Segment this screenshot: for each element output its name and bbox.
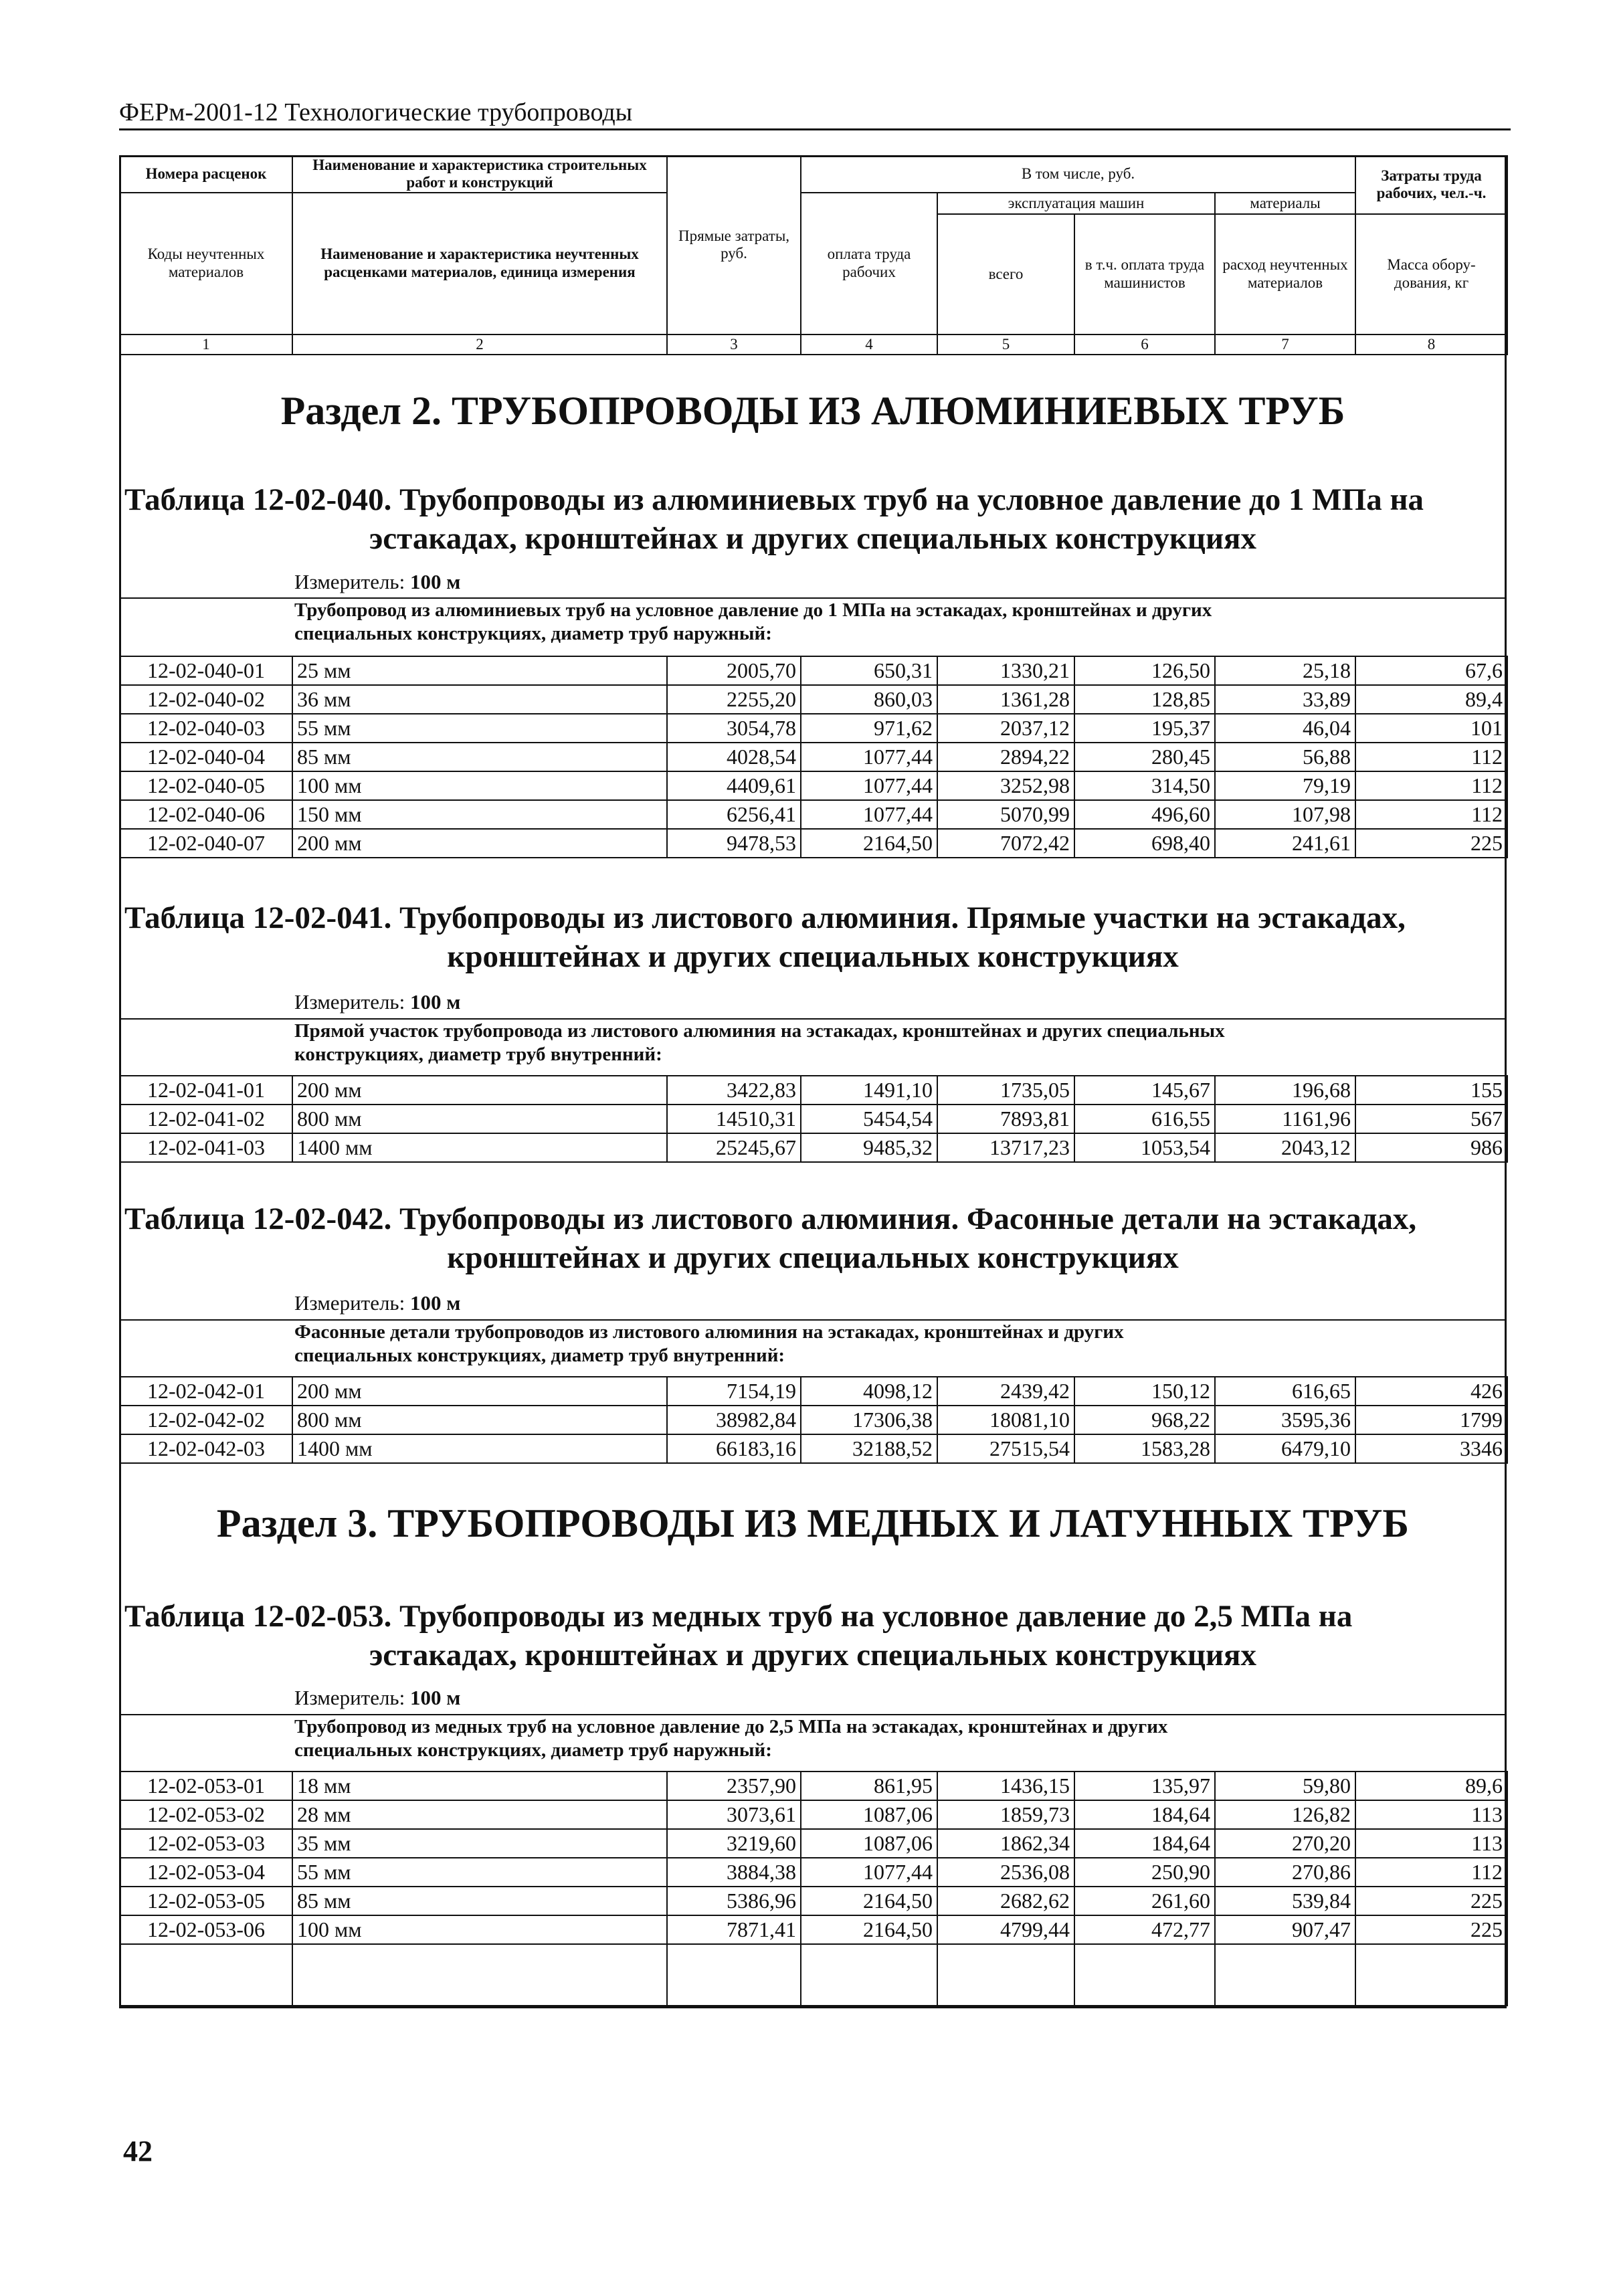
machinists-cell: 280,45 — [1074, 743, 1215, 771]
description-line-1: Трубопровод из алюминиевых труб на условное давление до 1 МПа на эстакадах, кронштейнах и других — [294, 599, 1212, 621]
materials-cell: 2043,12 — [1215, 1133, 1355, 1162]
col-machinists: в т.ч. оплата труда машинистов — [1074, 214, 1215, 334]
direct-cost-cell: 3422,83 — [667, 1076, 801, 1105]
name-cell: 200 мм — [292, 1076, 667, 1105]
name-cell: 200 мм — [292, 829, 667, 858]
table-row — [120, 1076, 1507, 1105]
labor-cost-cell: 225 — [1355, 829, 1507, 858]
code-cell: 12-02-053-06 — [120, 1915, 292, 1944]
machines-total-cell: 2536,08 — [937, 1858, 1074, 1887]
page-header: ФЕРм-2001-12 Технологические трубопроводы — [119, 98, 1511, 130]
direct-cost-cell: 3054,78 — [667, 714, 801, 743]
page-number: 42 — [123, 2135, 153, 2168]
materials-cell: 1161,96 — [1215, 1105, 1355, 1133]
table-row — [120, 1772, 1507, 1800]
materials-cell: 59,80 — [1215, 1772, 1355, 1800]
col-number-2: 2 — [292, 334, 667, 355]
name-cell: 55 мм — [292, 1858, 667, 1887]
machinists-cell: 1053,54 — [1074, 1133, 1215, 1162]
table-row — [120, 743, 1507, 771]
measure-unit-042 — [294, 1291, 460, 1315]
table-row — [120, 1887, 1507, 1915]
machines-total-cell: 2439,42 — [937, 1377, 1074, 1406]
labor-cost-cell: 225 — [1355, 1915, 1507, 1944]
table-title-line-2: кронштейнах и других специальных конструкциях — [447, 939, 1179, 974]
col-name-top: Наименование и характеристика строительных работ и конструкций — [292, 156, 667, 193]
measure-value: 100 м — [409, 1686, 461, 1709]
code-cell: 12-02-042-02 — [120, 1406, 292, 1434]
empty-cell — [801, 1944, 937, 2006]
labor-pay-cell: 17306,38 — [801, 1406, 937, 1434]
table-title-line-1: Таблица 12-02-041. Трубопроводы из листового алюминия. Прямые участки на эстакадах, — [124, 900, 1406, 935]
code-cell: 12-02-040-07 — [120, 829, 292, 858]
col-number-1: 1 — [120, 334, 292, 355]
description-line-1: Трубопровод из медных труб на условное давление до 2,5 МПа на эстакадах, кронштейнах и других — [294, 1716, 1168, 1737]
materials-cell: 270,20 — [1215, 1829, 1355, 1858]
labor-pay-cell: 2164,50 — [801, 1887, 937, 1915]
labor-cost-cell: 112 — [1355, 800, 1507, 829]
description-line-2: специальных конструкциях, диаметр труб наружный: — [294, 623, 772, 644]
table-title-line-2: кронштейнах и других специальных конструкциях — [447, 1240, 1179, 1275]
machines-total-cell: 1862,34 — [937, 1829, 1074, 1858]
name-cell: 55 мм — [292, 714, 667, 743]
measure-value: 100 м — [409, 990, 461, 1014]
machines-total-cell: 1361,28 — [937, 685, 1074, 714]
name-cell: 1400 мм — [292, 1434, 667, 1463]
direct-cost-cell: 2005,70 — [667, 656, 801, 685]
col-direct: Прямые затраты, руб. — [667, 156, 801, 334]
materials-cell: 907,47 — [1215, 1915, 1355, 1944]
name-cell: 100 мм — [292, 1915, 667, 1944]
direct-cost-cell: 4028,54 — [667, 743, 801, 771]
code-cell: 12-02-053-05 — [120, 1887, 292, 1915]
labor-cost-cell: 112 — [1355, 743, 1507, 771]
labor-pay-cell: 4098,12 — [801, 1377, 937, 1406]
table-row — [120, 1406, 1507, 1434]
empty-cell — [120, 1944, 292, 2006]
table-row — [120, 829, 1507, 858]
code-cell: 12-02-040-02 — [120, 685, 292, 714]
labor-cost-cell: 1799 — [1355, 1406, 1507, 1434]
name-cell: 800 мм — [292, 1105, 667, 1133]
name-cell: 28 мм — [292, 1800, 667, 1829]
table-row — [120, 771, 1507, 800]
machinists-cell: 496,60 — [1074, 800, 1215, 829]
section-title-3: Раздел 3. ТРУБОПРОВОДЫ ИЗ МЕДНЫХ И ЛАТУННЫХ ТРУБ — [216, 1501, 1410, 1545]
empty-cell — [292, 1944, 667, 2006]
measure-label: Измеритель: — [294, 1291, 405, 1315]
code-cell: 12-02-040-03 — [120, 714, 292, 743]
description-line-2: специальных конструкциях, диаметр труб внутренний: — [294, 1345, 785, 1366]
direct-cost-cell: 4409,61 — [667, 771, 801, 800]
machines-total-cell: 18081,10 — [937, 1406, 1074, 1434]
table-row — [120, 1858, 1507, 1887]
labor-cost-cell: 112 — [1355, 1858, 1507, 1887]
table-description-053 — [119, 1714, 1507, 1762]
machines-total-cell: 7893,81 — [937, 1105, 1074, 1133]
labor-cost-cell: 89,4 — [1355, 685, 1507, 714]
direct-cost-cell: 14510,31 — [667, 1105, 801, 1133]
table-row — [120, 1434, 1507, 1463]
materials-cell: 616,65 — [1215, 1377, 1355, 1406]
machinists-cell: 128,85 — [1074, 685, 1215, 714]
code-cell: 12-02-053-04 — [120, 1858, 292, 1887]
machines-total-cell: 2682,62 — [937, 1887, 1074, 1915]
col-number-6: 6 — [1074, 334, 1215, 355]
section-title-2: Раздел 2. ТРУБОПРОВОДЫ ИЗ АЛЮМИНИЕВЫХ ТРУБ — [280, 389, 1345, 433]
description-line-2: специальных конструкциях, диаметр труб наружный: — [294, 1739, 772, 1761]
materials-cell: 539,84 — [1215, 1887, 1355, 1915]
machinists-cell: 184,64 — [1074, 1829, 1215, 1858]
name-cell: 200 мм — [292, 1377, 667, 1406]
col-number-3: 3 — [667, 334, 801, 355]
materials-cell: 6479,10 — [1215, 1434, 1355, 1463]
measure-label: Измеритель: — [294, 570, 405, 593]
measure-value: 100 м — [409, 1291, 461, 1315]
col-number-8: 8 — [1355, 334, 1507, 355]
direct-cost-cell: 6256,41 — [667, 800, 801, 829]
name-cell: 150 мм — [292, 800, 667, 829]
machinists-cell: 250,90 — [1074, 1858, 1215, 1887]
labor-pay-cell: 9485,32 — [801, 1133, 937, 1162]
table-row — [120, 1105, 1507, 1133]
empty-cell — [1215, 1944, 1355, 2006]
materials-cell: 25,18 — [1215, 656, 1355, 685]
code-cell: 12-02-040-01 — [120, 656, 292, 685]
code-cell: 12-02-040-04 — [120, 743, 292, 771]
name-cell: 18 мм — [292, 1772, 667, 1800]
col-materials-unaccounted: расход неучтенных материалов — [1215, 214, 1355, 334]
labor-pay-cell: 1077,44 — [801, 800, 937, 829]
col-machines: эксплуатация машин — [937, 193, 1215, 214]
labor-cost-cell: 426 — [1355, 1377, 1507, 1406]
labor-cost-cell: 113 — [1355, 1800, 1507, 1829]
direct-cost-cell: 7154,19 — [667, 1377, 801, 1406]
machinists-cell: 616,55 — [1074, 1105, 1215, 1133]
machines-total-cell: 5070,99 — [937, 800, 1074, 829]
machinists-cell: 150,12 — [1074, 1377, 1215, 1406]
table-row — [120, 1829, 1507, 1858]
machines-total-cell: 1735,05 — [937, 1076, 1074, 1105]
labor-pay-cell: 861,95 — [801, 1772, 937, 1800]
col-code-top: Номера расценок — [120, 156, 292, 193]
labor-cost-cell: 3346 — [1355, 1434, 1507, 1463]
labor-pay-cell: 1077,44 — [801, 771, 937, 800]
machinists-cell: 968,22 — [1074, 1406, 1215, 1434]
direct-cost-cell: 38982,84 — [667, 1406, 801, 1434]
labor-pay-cell: 1087,06 — [801, 1800, 937, 1829]
empty-cell — [937, 1944, 1074, 2006]
machinists-cell: 135,97 — [1074, 1772, 1215, 1800]
code-cell: 12-02-040-05 — [120, 771, 292, 800]
empty-cell — [1074, 1944, 1215, 2006]
empty-row — [120, 1944, 1507, 2006]
materials-cell: 3595,36 — [1215, 1406, 1355, 1434]
labor-cost-cell: 986 — [1355, 1133, 1507, 1162]
direct-cost-cell: 5386,96 — [667, 1887, 801, 1915]
table-title-040 — [119, 480, 1507, 558]
col-labor-cost: Затраты труда рабочих, чел.-ч. — [1355, 156, 1507, 214]
empty-cell — [667, 1944, 801, 2006]
col-including: В том числе, руб. — [801, 156, 1355, 193]
data-table-042 — [119, 1376, 1508, 1464]
machinists-cell: 698,40 — [1074, 829, 1215, 858]
table-row — [120, 1915, 1507, 1944]
materials-cell: 46,04 — [1215, 714, 1355, 743]
machines-total-cell: 13717,23 — [937, 1133, 1074, 1162]
col-labor-pay: оплата труда рабочих — [801, 193, 937, 334]
measure-unit-041 — [294, 990, 460, 1014]
labor-cost-cell: 67,6 — [1355, 656, 1507, 685]
materials-cell: 33,89 — [1215, 685, 1355, 714]
table-title-line-1: Таблица 12-02-053. Трубопроводы из медных труб на условное давление до 2,5 МПа на — [124, 1599, 1353, 1634]
labor-cost-cell: 567 — [1355, 1105, 1507, 1133]
materials-cell: 107,98 — [1215, 800, 1355, 829]
name-cell: 100 мм — [292, 771, 667, 800]
direct-cost-cell: 66183,16 — [667, 1434, 801, 1463]
direct-cost-cell: 3884,38 — [667, 1858, 801, 1887]
column-header — [119, 155, 1508, 355]
machines-total-cell: 2894,22 — [937, 743, 1074, 771]
machines-total-cell: 3252,98 — [937, 771, 1074, 800]
labor-cost-cell: 113 — [1355, 1829, 1507, 1858]
machinists-cell: 195,37 — [1074, 714, 1215, 743]
name-cell: 85 мм — [292, 743, 667, 771]
machines-total-cell: 2037,12 — [937, 714, 1074, 743]
code-cell: 12-02-042-01 — [120, 1377, 292, 1406]
measure-label: Измеритель: — [294, 990, 405, 1014]
labor-pay-cell: 1077,44 — [801, 1858, 937, 1887]
code-cell: 12-02-042-03 — [120, 1434, 292, 1463]
description-line-1: Прямой участок трубопровода из листового алюминия на эстакадах, кронштейнах и других специальных — [294, 1020, 1225, 1042]
table-title-line-2: эстакадах, кронштейнах и других специальных конструкциях — [369, 521, 1256, 556]
labor-pay-cell: 650,31 — [801, 656, 937, 685]
materials-cell: 79,19 — [1215, 771, 1355, 800]
direct-cost-cell: 2255,20 — [667, 685, 801, 714]
col-number-7: 7 — [1215, 334, 1355, 355]
code-cell: 12-02-053-03 — [120, 1829, 292, 1858]
machinists-cell: 314,50 — [1074, 771, 1215, 800]
data-table-053 — [119, 1771, 1508, 2006]
description-line-1: Фасонные детали трубопроводов из листового алюминия на эстакадах, кронштейнах и других — [294, 1321, 1124, 1343]
labor-cost-cell: 155 — [1355, 1076, 1507, 1105]
data-table-041 — [119, 1075, 1508, 1163]
table-title-line-1: Таблица 12-02-042. Трубопроводы из листового алюминия. Фасонные детали на эстакадах, — [124, 1202, 1417, 1236]
measure-value: 100 м — [409, 570, 461, 593]
code-cell: 12-02-041-03 — [120, 1133, 292, 1162]
table-title-line-1: Таблица 12-02-040. Трубопроводы из алюминиевых труб на условное давление до 1 МПа на — [124, 482, 1424, 517]
empty-cell — [1355, 1944, 1507, 2006]
code-cell: 12-02-053-02 — [120, 1800, 292, 1829]
table-row — [120, 1377, 1507, 1406]
machinists-cell: 1583,28 — [1074, 1434, 1215, 1463]
materials-cell: 126,82 — [1215, 1800, 1355, 1829]
machinists-cell: 126,50 — [1074, 656, 1215, 685]
labor-pay-cell: 1491,10 — [801, 1076, 937, 1105]
machines-total-cell: 7072,42 — [937, 829, 1074, 858]
labor-cost-cell: 112 — [1355, 771, 1507, 800]
col-name-bottom: Наименование и характеристика неучтенных расценками материалов, единица измерения — [292, 193, 667, 334]
table-row — [120, 656, 1507, 685]
direct-cost-cell: 3073,61 — [667, 1800, 801, 1829]
table-description-040 — [119, 597, 1507, 646]
machines-total-cell: 1859,73 — [937, 1800, 1074, 1829]
machinists-cell: 145,67 — [1074, 1076, 1215, 1105]
table-description-041 — [119, 1018, 1507, 1066]
table-row — [120, 800, 1507, 829]
materials-cell: 56,88 — [1215, 743, 1355, 771]
machines-total-cell: 1436,15 — [937, 1772, 1074, 1800]
machines-total-cell: 1330,21 — [937, 656, 1074, 685]
col-code-bottom: Коды неучтенных материалов — [120, 193, 292, 334]
col-machines-total: всего — [937, 214, 1074, 334]
labor-pay-cell: 2164,50 — [801, 829, 937, 858]
code-cell: 12-02-053-01 — [120, 1772, 292, 1800]
labor-cost-cell: 225 — [1355, 1887, 1507, 1915]
code-cell: 12-02-041-01 — [120, 1076, 292, 1105]
col-number-5: 5 — [937, 334, 1074, 355]
machinists-cell: 261,60 — [1074, 1887, 1215, 1915]
code-cell: 12-02-041-02 — [120, 1105, 292, 1133]
table-title-053 — [119, 1597, 1507, 1675]
measure-unit-053 — [294, 1686, 460, 1710]
materials-cell: 270,86 — [1215, 1858, 1355, 1887]
description-line-2: конструкциях, диаметр труб внутренний: — [294, 1044, 662, 1065]
direct-cost-cell: 9478,53 — [667, 829, 801, 858]
labor-pay-cell: 860,03 — [801, 685, 937, 714]
data-table-040 — [119, 656, 1508, 858]
table-row — [120, 1133, 1507, 1162]
labor-pay-cell: 1087,06 — [801, 1829, 937, 1858]
name-cell: 35 мм — [292, 1829, 667, 1858]
name-cell: 800 мм — [292, 1406, 667, 1434]
name-cell: 36 мм — [292, 685, 667, 714]
materials-cell: 196,68 — [1215, 1076, 1355, 1105]
labor-cost-cell: 89,6 — [1355, 1772, 1507, 1800]
table-row — [120, 714, 1507, 743]
name-cell: 85 мм — [292, 1887, 667, 1915]
table-title-041 — [119, 898, 1507, 976]
table-row — [120, 1800, 1507, 1829]
name-cell: 1400 мм — [292, 1133, 667, 1162]
labor-pay-cell: 32188,52 — [801, 1434, 937, 1463]
direct-cost-cell: 7871,41 — [667, 1915, 801, 1944]
machinists-cell: 472,77 — [1074, 1915, 1215, 1944]
direct-cost-cell: 3219,60 — [667, 1829, 801, 1858]
labor-pay-cell: 2164,50 — [801, 1915, 937, 1944]
labor-pay-cell: 971,62 — [801, 714, 937, 743]
direct-cost-cell: 2357,90 — [667, 1772, 801, 1800]
labor-pay-cell: 1077,44 — [801, 743, 937, 771]
direct-cost-cell: 25245,67 — [667, 1133, 801, 1162]
col-materials: материалы — [1215, 193, 1355, 214]
measure-unit-040 — [294, 570, 460, 594]
col-equipment-mass: Масса обору-дования, кг — [1355, 214, 1507, 334]
name-cell: 25 мм — [292, 656, 667, 685]
table-row — [120, 685, 1507, 714]
labor-pay-cell: 5454,54 — [801, 1105, 937, 1133]
labor-cost-cell: 101 — [1355, 714, 1507, 743]
materials-cell: 241,61 — [1215, 829, 1355, 858]
col-number-4: 4 — [801, 334, 937, 355]
table-title-042 — [119, 1200, 1507, 1277]
table-description-042 — [119, 1319, 1507, 1367]
measure-label: Измеритель: — [294, 1686, 405, 1709]
machines-total-cell: 27515,54 — [937, 1434, 1074, 1463]
machines-total-cell: 4799,44 — [937, 1915, 1074, 1944]
machinists-cell: 184,64 — [1074, 1800, 1215, 1829]
table-title-line-2: эстакадах, кронштейнах и других специальных конструкциях — [369, 1638, 1256, 1672]
code-cell: 12-02-040-06 — [120, 800, 292, 829]
